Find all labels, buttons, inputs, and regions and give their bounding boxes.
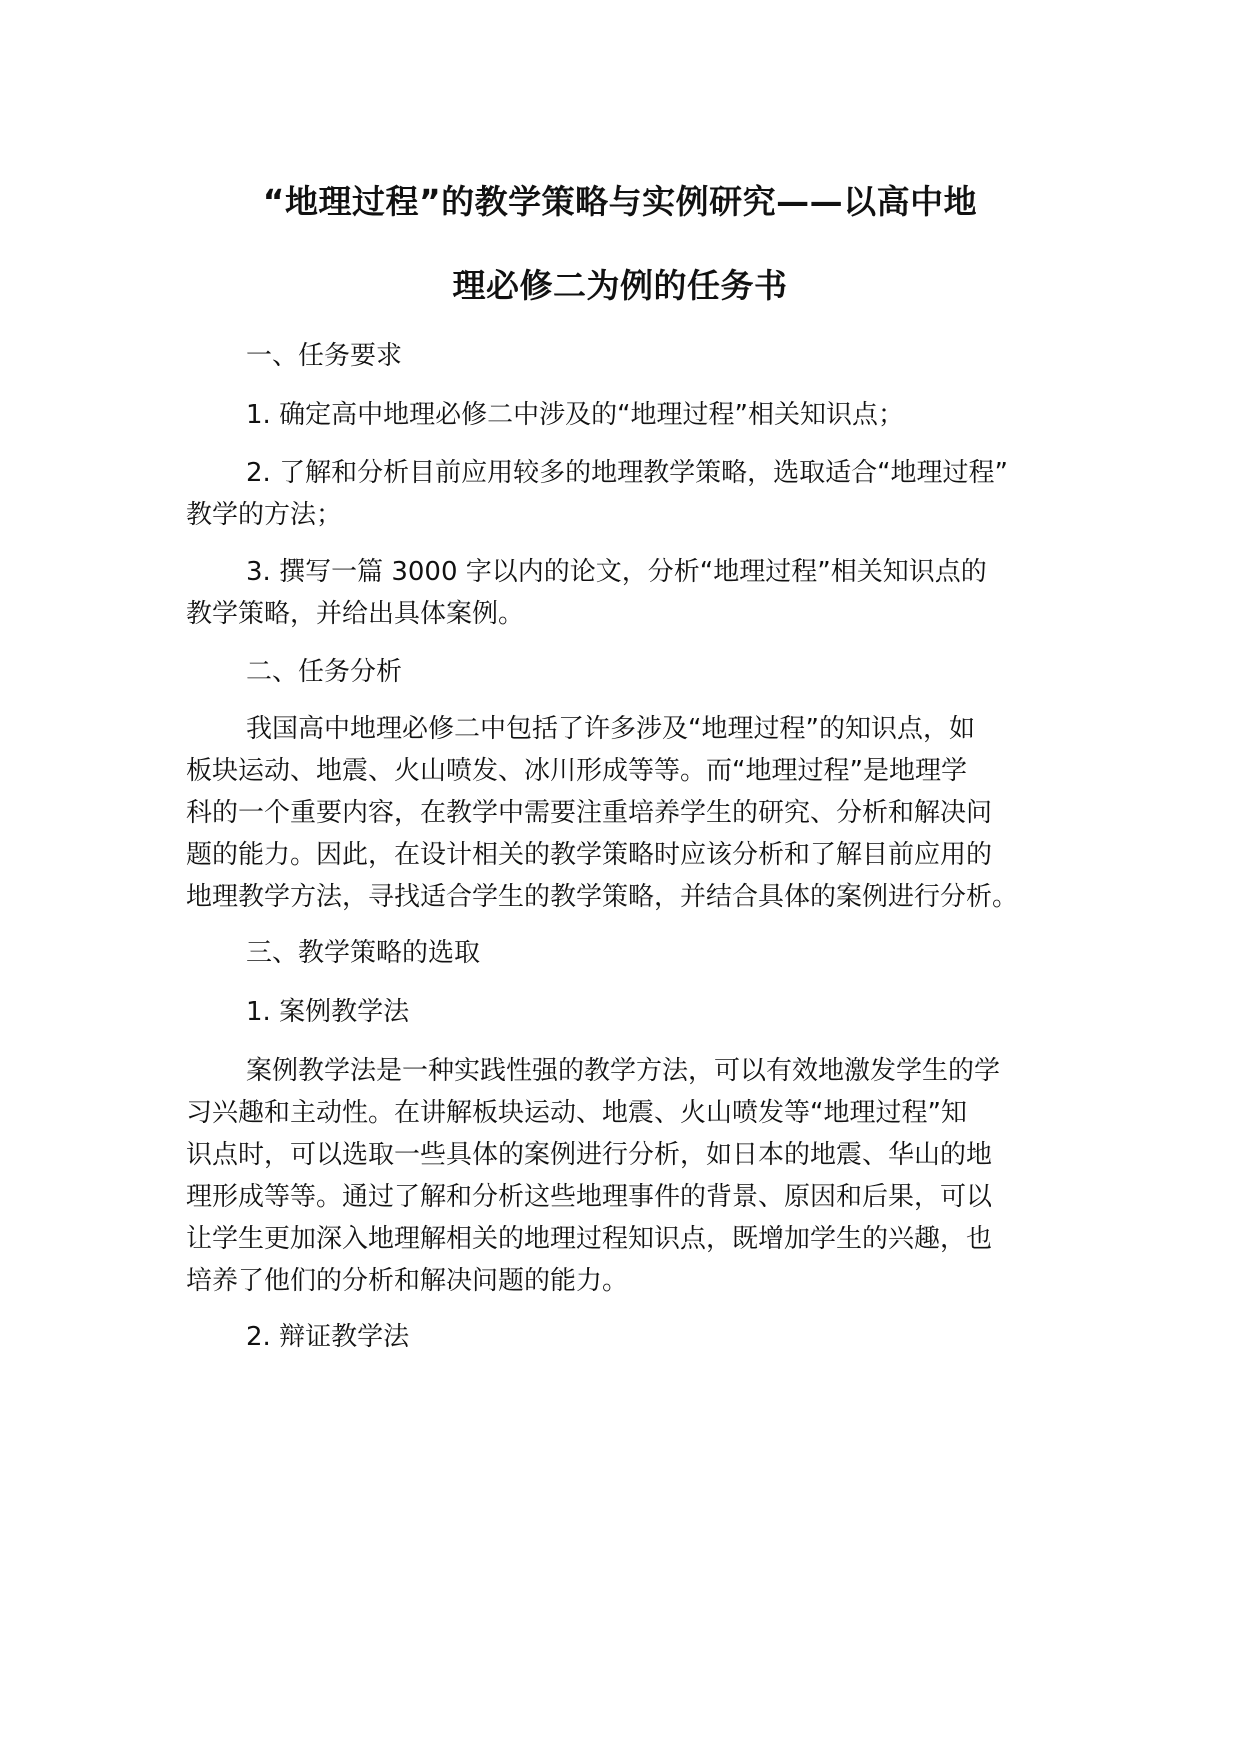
- paragraph-line: 识点时，可以选取一些具体的案例进行分析，如日本的地震、华山的地: [186, 1140, 993, 1170]
- task-item-2: [186, 452, 1066, 536]
- paragraph-line: 理形成等等。通过了解和分析这些地理事件的背景、原因和后果，可以: [186, 1182, 993, 1212]
- section-3-paragraph: [186, 1050, 1066, 1302]
- paragraph-line: 我国高中地理必修二中包括了许多涉及“地理过程”的知识点，如: [246, 714, 975, 744]
- paragraph-line: 2. 了解和分析目前应用较多的地理教学策略，选取适合“地理过程”: [246, 458, 1009, 488]
- section-3-heading: [186, 932, 1066, 974]
- paragraph-line: 板块运动、地震、火山喷发、冰川形成等等。而“地理过程”是地理学: [186, 756, 967, 786]
- heading-text: 二、任务分析: [246, 657, 403, 687]
- section-2-heading: [186, 651, 1066, 693]
- heading-text: 2. 辩证教学法: [246, 1322, 410, 1352]
- paragraph-line: 科的一个重要内容，在教学中需要注重培养学生的研究、分析和解决问: [186, 798, 993, 828]
- subheading-dialectic-method: [186, 1316, 1066, 1358]
- paragraph-line: 教学策略，并给出具体案例。: [186, 599, 525, 629]
- task-item-3: [186, 551, 1066, 635]
- document-title-line-1: “地理过程”的教学策略与实例研究——以高中地: [262, 182, 978, 221]
- paragraph-line: 习兴趣和主动性。在讲解板块运动、地震、火山喷发等“地理过程”知: [186, 1098, 967, 1128]
- heading-text: 三、教学策略的选取: [246, 938, 481, 968]
- paragraph-line: 案例教学法是一种实践性强的教学方法，可以有效地激发学生的学: [246, 1056, 1001, 1086]
- paragraph-line: 1. 确定高中地理必修二中涉及的“地理过程”相关知识点；: [246, 400, 905, 430]
- paragraph-line: 让学生更加深入地理解相关的地理过程知识点，既增加学生的兴趣，也: [186, 1224, 993, 1254]
- paragraph-line: 3. 撰写一篇 3000 字以内的论文，分析“地理过程”相关知识点的: [246, 557, 987, 587]
- paragraph-line: 培养了他们的分析和解决问题的能力。: [186, 1266, 629, 1296]
- subheading-case-method: [186, 991, 1066, 1033]
- heading-text: 一、任务要求: [246, 341, 403, 371]
- paragraph-line: 教学的方法；: [186, 500, 343, 530]
- paragraph-line: 题的能力。因此，在设计相关的教学策略时应该分析和了解目前应用的: [186, 840, 993, 870]
- section-2-paragraph: [186, 708, 1066, 918]
- heading-text: 1. 案例教学法: [246, 997, 410, 1027]
- task-item-1: [186, 394, 1066, 436]
- section-1-heading: [186, 335, 1066, 377]
- document-title-line-2: 理必修二为例的任务书: [452, 266, 788, 305]
- paragraph-line: 地理教学方法，寻找适合学生的教学策略，并结合具体的案例进行分析。: [186, 882, 1019, 912]
